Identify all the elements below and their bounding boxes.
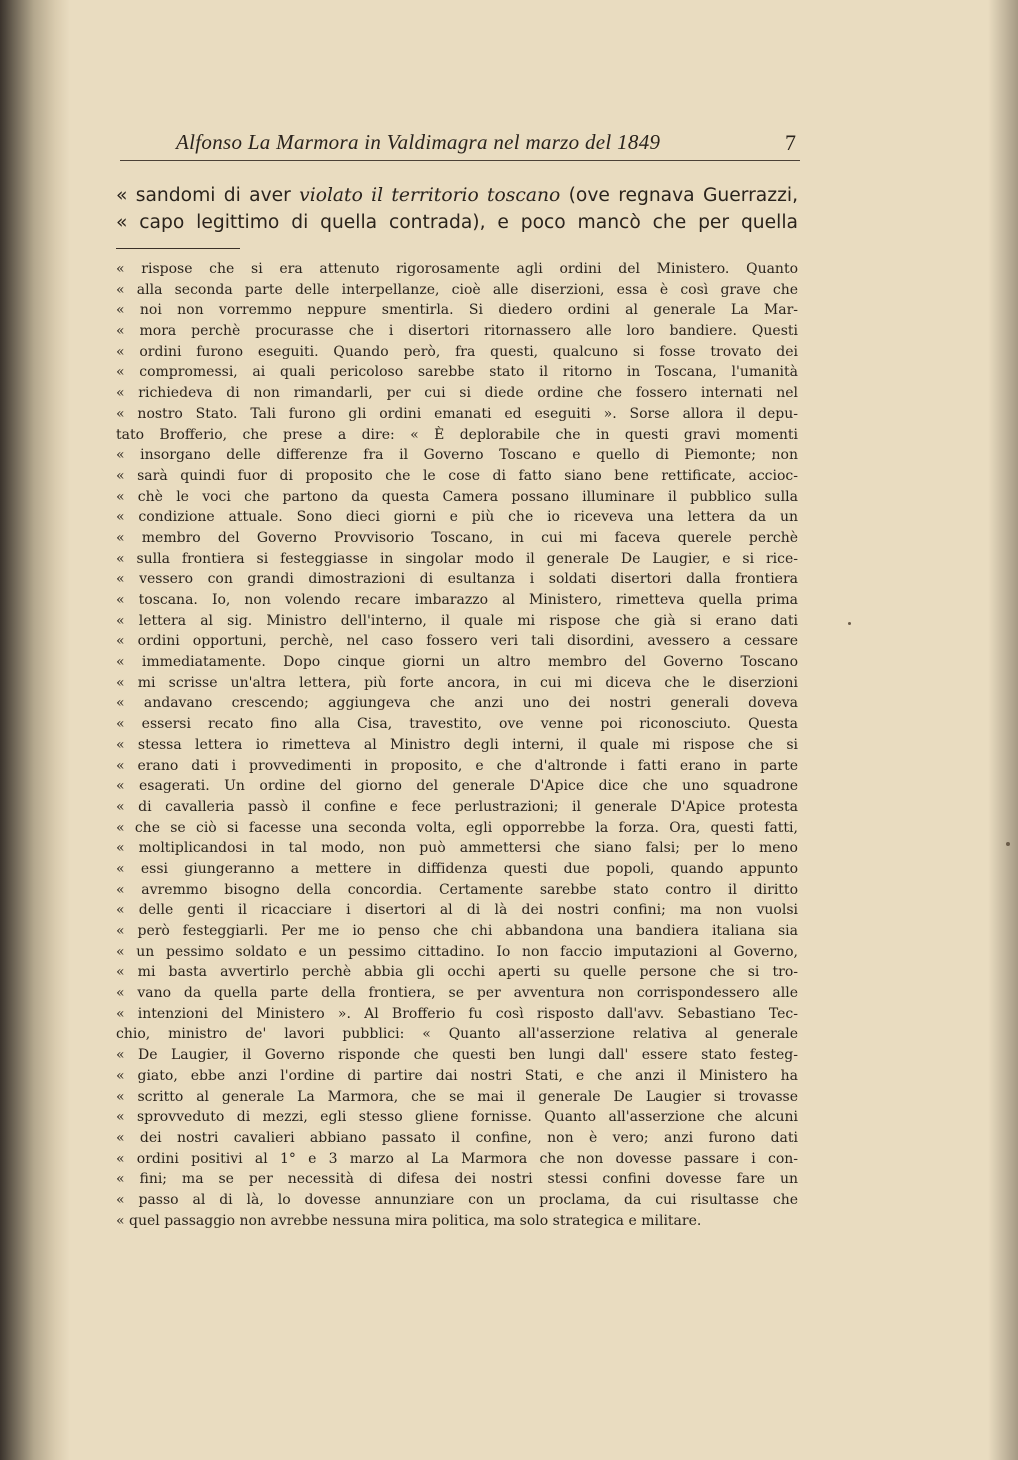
footnote-line: « avremmo bisogno della concordia. Certamente sarebbe stato contro il diritto [116,881,798,898]
footnote [116,259,798,1231]
footnote-line: « essi giungeranno a mettere in diffidenza questi due popoli, quando appunto [116,860,798,877]
running-title: Alfonso La Marmora in Valdimagra nel marzo del 1849 [176,130,661,154]
footnote-line: « stessa lettera io rimetteva al Ministro degli interni, il quale mi rispose che si [116,736,798,753]
footnote-line: « alla seconda parte delle interpellanze, cioè alle diserzioni, essa è così grave che [116,281,798,298]
footnote-line: « delle genti il ricacciare i disertori al di là dei nostri confini; ma non vuolsi [116,902,798,919]
footnote-line: « chè le voci che partono da questa Camera possano illuminare il pubblico sulla [116,488,798,505]
main-text-line: « capo legittimo di quella contrada), e poco mancò che per quella [116,212,798,233]
page-number: 7 [785,130,796,155]
footnote-line: « che se ciò si facesse una seconda volta, egli opporrebbe la forza. Ora, questi fatti, [116,819,798,836]
footnote-line: « condizione attuale. Sono dieci giorni e più che io riceveva una lettera da un [116,509,798,526]
footnote-line: « richiedeva di non rimandarli, per cui si diede ordine che fossero internati nel [116,385,798,402]
footnote-line: « ordini opportuni, perchè, nel caso fossero veri tali disordini, avessero a cessare [116,633,798,650]
footnote-line: « essersi recato fino alla Cisa, travestito, ove venne poi riconosciuto. Questa [116,716,798,733]
footnote-line: « sulla frontiera si festeggiasse in singolar modo il generale De Laugier, e si rice- [116,550,798,567]
footnote-line: « erano dati i provvedimenti in proposito, e che d'altronde i fatti erano in parte [116,757,798,774]
footnote-line: « compromessi, ai quali pericoloso sarebbe stato il ritorno in Toscana, l'umanità [116,364,798,381]
footnote-line: « quel passaggio non avrebbe nessuna mira politica, ma solo strategica e militare. [116,1212,702,1229]
footnote-line: « sprovveduto di mezzi, egli stesso gliene fornisse. Quanto all'asserzione che alcuni [116,1109,798,1126]
footnote-line: « passo al di là, lo dovesse annunziare con un proclama, da cui risultasse che [116,1191,798,1208]
footnote-line: « membro del Governo Provvisorio Toscano, in cui mi faceva querele perchè [116,529,798,546]
footnote-line: chio, ministro de' lavori pubblici: « Quanto all'asserzione relativa al generale [116,1026,798,1043]
book-gutter [0,0,70,1460]
footnote-line: « ordini furono eseguiti. Quando però, fra questi, qualcuno si fosse trovato dei [116,343,798,360]
footnote-line: « andavano crescendo; aggiungeva che anzi uno dei nostri generali doveva [116,695,798,712]
footnote-line: « vessero con grandi dimostrazioni di esultanza i soldati disertori dalla frontiera [116,571,798,588]
footnote-line: « fini; ma se per necessità di difesa dei nostri stessi confini dovesse fare un [116,1171,798,1188]
footnote-line: « toscana. Io, non volendo recare imbarazzo al Ministero, rimetteva quella prima [116,592,798,608]
footnote-line: « esagerati. Un ordine del giorno del generale D'Apice dice che uno squadrone [116,778,798,795]
footnote-line: tato Brofferio, che prese a dire: « È deplorabile che in questi gravi momenti [116,426,798,443]
italic-phrase: violato il territorio toscano [299,185,561,206]
footnote-line: « mora perchè procurasse che i disertori ritornassero alle loro bandiere. Questi [116,323,798,340]
footnote-line: « mi basta avvertirlo perchè abbia gli occhi aperti su quelle persone che si tro- [116,964,798,981]
footnote-line: « però festeggiarli. Per me io penso che chi abbandona una bandiera italiana sia [116,923,798,939]
footnote-line: « vano da quella parte della frontiera, se per avventura non corrispondessero alle [116,985,798,1002]
footnote-line: « giato, ebbe anzi l'ordine di partire dai nostri Stati, e che anzi il Ministero ha [116,1067,798,1084]
footnote-line: « di cavalleria passò il confine e fece perlustrazioni; il generale D'Apice protesta [116,798,798,815]
running-head [120,126,800,161]
footnote-line: « insorgano delle differenze fra il Governo Toscano e quello di Piemonte; non [116,447,798,464]
body-text [116,182,798,1231]
footnote-line: « scritto al generale La Marmora, che se mai il generale De Laugier si trovasse [116,1088,798,1105]
footnote-line: « mi scrisse un'altra lettera, più forte ancora, in cui mi diceva che le diserzioni [116,674,798,691]
footnote-line: « nostro Stato. Tali furono gli ordini emanati ed eseguiti ». Sorse allora il depu- [116,405,798,422]
footnote-line: « lettera al sig. Ministro dell'interno, il quale mi rispose che già si erano dati [116,612,798,629]
footnote-divider [116,248,240,249]
footnote-line: « ordini positivi al 1° e 3 marzo al La Marmora che non dovesse passare i con- [116,1150,798,1167]
main-text-line: « sandomi di aver violato il territorio toscano (ove regnava Guerrazzi, [116,185,799,206]
footnote-line: « intenzioni del Ministero ». Al Brofferio fu così risposto dall'avv. Sebastiano Tec- [116,1005,798,1022]
footnote-line: « noi non vorremmo neppure smentirla. Si diedero ordini al generale La Mar- [116,302,798,319]
paper-speck [1006,842,1010,846]
footnote-line: « sarà quindi fuor di proposito che le cose di fatto siano bene rettificate, accioc- [116,467,798,484]
footnote-line: « rispose che si era attenuto rigorosamente agli ordini del Ministero. Quanto [116,261,798,277]
footnote-line: « De Laugier, il Governo risponde che questi ben lungi dall' essere stato festeg- [116,1047,798,1064]
footnote-line: « moltiplicandosi in tal modo, non può ammettersi che siano falsi; per lo meno [116,840,798,857]
paper-speck [848,622,851,625]
page-edge-shadow [988,0,1018,1460]
footnote-line: « un pessimo soldato e un pessimo cittadino. Io non faccio imputazioni al Governo, [116,943,798,960]
footnote-line: « dei nostri cavalieri abbiano passato il confine, non è vero; anzi furono dati [116,1129,798,1146]
footnote-line: « immediatamente. Dopo cinque giorni un altro membro del Governo Toscano [116,654,798,671]
